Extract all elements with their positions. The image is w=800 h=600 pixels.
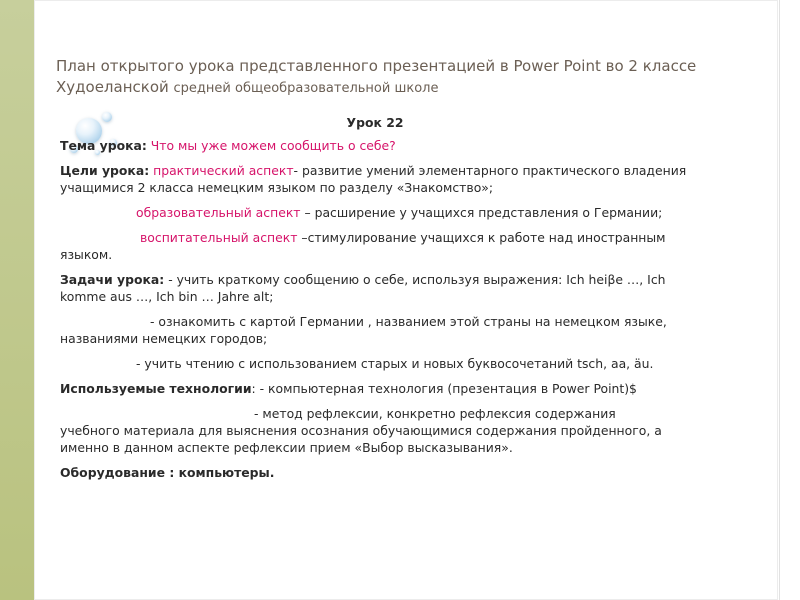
technology2-paragraph: [60, 405, 690, 456]
lesson-number: Урок 22: [346, 115, 404, 130]
topic-label: Тема урока:: [60, 138, 147, 153]
technologies-label: Используемые технологии: [60, 381, 252, 396]
goals-label: Цели урока:: [60, 163, 150, 178]
goal3-text: –стимулирование учащихся к работе над иностранным языком.: [60, 230, 666, 262]
title-line-2: [56, 77, 756, 99]
goal2-text: – расширение у учащихся представления о Германии;: [304, 205, 663, 220]
tasks-paragraph: [60, 271, 690, 305]
task2-paragraph: [60, 313, 690, 347]
title-school-type: средней общеобразовательной школе: [173, 81, 439, 96]
task2-text: - ознакомить с картой Германии , названием этой страны на немецком языке, названиями немецких городов;: [60, 314, 667, 346]
task3-text: - учить чтению с использованием старых и новых буквосочетаний tsch, aa, äu.: [136, 356, 654, 371]
goal3-paragraph: [60, 229, 690, 263]
slide-title: [56, 56, 756, 99]
title-school-name: Худоеланской: [56, 78, 169, 96]
technology1-text: : - компьютерная технология (презентация в Power Point)$: [251, 381, 637, 396]
topic-value: Что мы уже можем сообщить о себе?: [150, 138, 396, 153]
goal1-text: - развитие умений элементарного практического владения учащимися 2 класса немецким языком по разделу «Знакомство»;: [60, 163, 687, 195]
goal2-aspect: образовательный аспект: [136, 205, 301, 220]
goal1-aspect: практический аспект: [153, 163, 294, 178]
goal3-aspect: воспитательный аспект: [140, 230, 298, 245]
tasks-label: Задачи урока:: [60, 272, 165, 287]
equipment-paragraph: Оборудование : компьютеры.: [60, 465, 275, 480]
technology2-first-line: - метод рефлексии, конкретно рефлексия содержания: [254, 406, 616, 421]
technology2-rest: учебного материала для выяснения осознания обучающимися содержания пройденного, а именно в данном аспекте рефлексии прием «Выбор высказывания».: [60, 423, 662, 455]
left-decor-bar: [0, 0, 34, 600]
task3-paragraph: [60, 355, 690, 372]
right-decor-strip: [779, 0, 794, 600]
topic-paragraph: [60, 137, 690, 154]
goal2-paragraph: [60, 204, 690, 221]
goals-paragraph: [60, 162, 690, 196]
task1-text: - учить краткому сообщению о себе, используя выражения: Ich heiβe …, Ich komme aus …, Ich bin … Jahre alt;: [60, 272, 666, 304]
technologies-paragraph: [60, 380, 690, 397]
lesson-plan-body: [60, 114, 690, 489]
title-line-1: План открытого урока представленного презентацией в Power Point во 2 классе: [56, 57, 697, 75]
